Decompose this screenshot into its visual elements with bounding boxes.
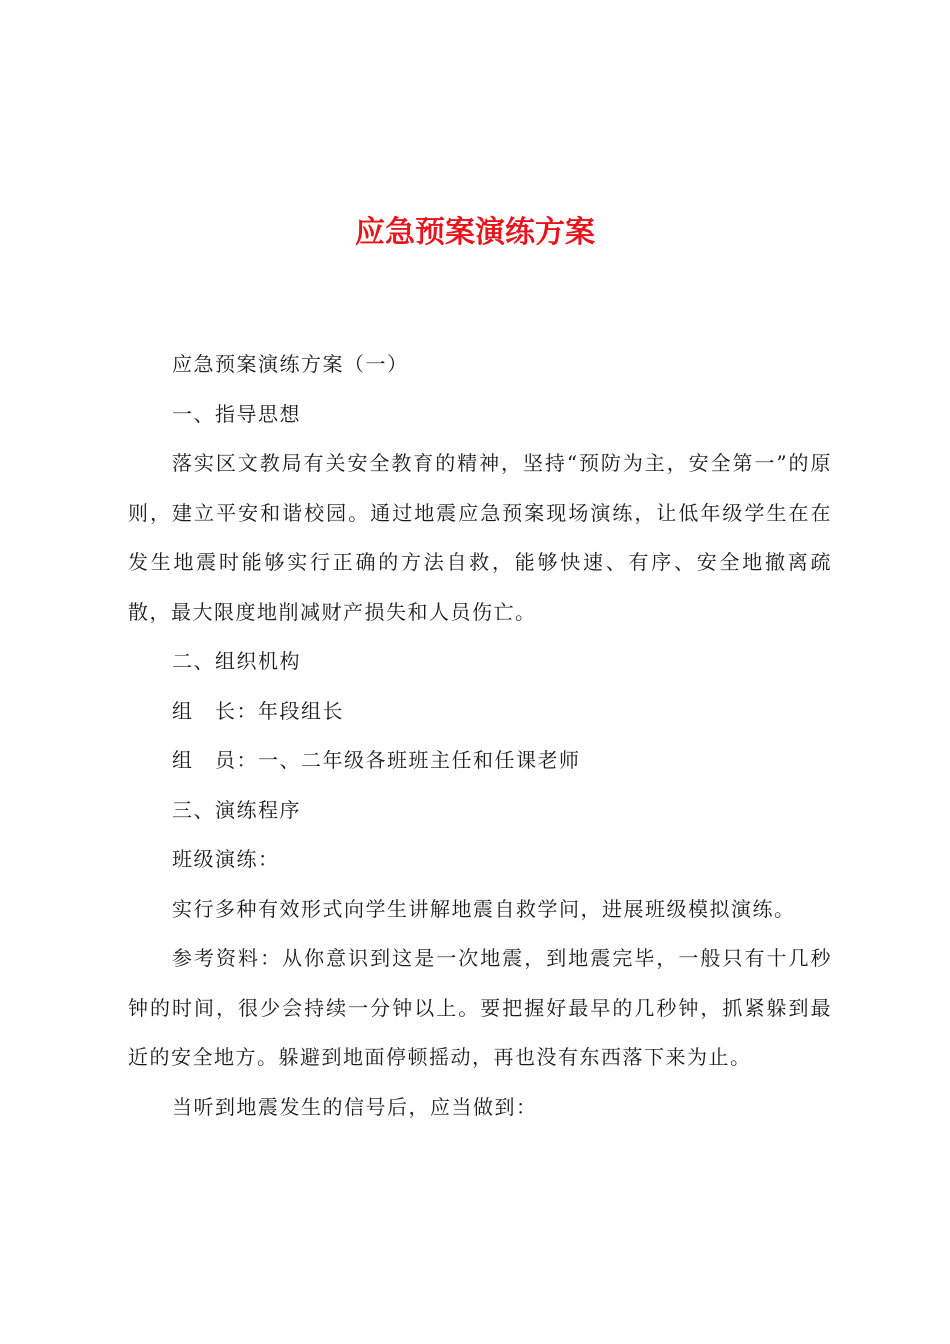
paragraph-guiding-idea: 落实区文教局有关安全教育的精神，坚持“预防为主，安全第一”的原则，建立平安和谐校园。通过地震应急预案现场演练，让低年级学生在在发生地震时能够实行正确的方法自救，能够快速、有序、安全地撤离疏散，最大限度地削减财产损失和人员伤亡。 <box>128 451 832 624</box>
paragraph-heading-organization: 二、组织机构 <box>172 649 301 673</box>
paragraph-on-signal: 当听到地震发生的信号后，应当做到： <box>172 1094 538 1119</box>
paragraph-subtitle: 应急预案演练方案（一） <box>172 352 409 376</box>
paragraph-heading-guiding-idea: 一、指导思想 <box>172 401 301 426</box>
paragraph-drill-method: 实行多种有效形式向学生讲解地震自救学问，进展班级模拟演练。 <box>172 896 796 921</box>
paragraph-class-drill: 班级演练： <box>172 847 280 871</box>
paragraph-heading-procedure: 三、演练程序 <box>172 797 301 822</box>
paragraph-group-leader: 组 长：年段组长 <box>172 698 344 723</box>
document-title: 应急预案演练方案 <box>355 215 595 250</box>
paragraph-reference-material: 参考资料：从你意识到这是一次地震，到地震完毕，一般只有十几秒钟的时间，很少会持续一分钟以上。要把握好最早的几秒钟，抓紧躲到最近的安全地方。躲避到地面停顿摇动，再也没有东西落下来为止。 <box>128 946 832 1069</box>
paragraph-group-members: 组 员：一、二年级各班班主任和任课老师 <box>172 748 581 772</box>
document-body <box>128 340 832 1132</box>
